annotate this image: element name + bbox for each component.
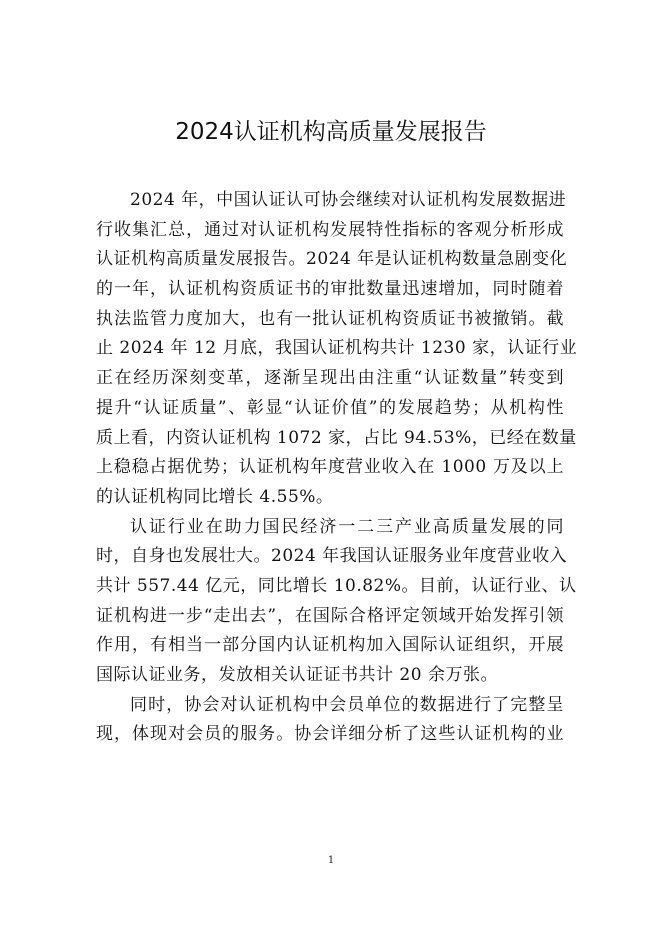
text-line: 的一年，认证机构资质证书的审批数量迅速增加，同时随着 [96,279,564,300]
text-line: 作用，有相当一部分国内认证机构加入国际认证组织，开展 [96,635,564,656]
text-line: 行收集汇总，通过对认证机构发展特性指标的客观分析形成 [96,219,564,240]
text-line: 止 2024 年 12 月底，我国认证机构共计 1230 家，认证行业 [96,338,578,359]
text-line: 同时，协会对认证机构中会员单位的数据进行了完整呈 [130,694,564,715]
document-body [96,186,578,750]
text-line: 提升“认证质量”、彰显“认证价值”的发展趋势；从机构性 [96,397,564,418]
text-line: 国际认证业务，发放相关认证证书共计 20 余万张。 [96,665,498,685]
text-line: 执法监管力度加大，也有一批认证机构资质证书被撤销。截 [96,308,564,329]
document-title: 2024认证机构高质量发展报告 [175,119,487,145]
paragraph-3 [96,691,564,750]
paragraph-2 [96,513,577,691]
text-line: 上稳稳占据优势；认证机构年度营业收入在 1000 万及以上 [96,457,564,478]
text-line: 证机构进一步“走出去”，在国际合格评定领域开始发挥引领 [96,605,564,626]
text-line: 正在经历深刻变革，逐渐呈现出由注重“认证数量”转变到 [96,368,564,389]
page-number: 1 [327,855,335,866]
text-line: 时，自身也发展壮大。2024 年我国认证服务业年度营业收入 [96,546,568,567]
text-line: 现，体现对会员的服务。协会详细分析了这些认证机构的业 [96,724,564,745]
text-line: 质上看，内资认证机构 1072 家，占比 94.53%，已经在数量 [96,427,577,448]
text-line: 2024 年，中国认证认可协会继续对认证机构发展数据进 [130,190,567,210]
paragraph-1 [96,186,578,513]
text-line: 认证机构高质量发展报告。2024 年是认证机构数量急剧变化 [96,249,568,270]
text-line: 的认证机构同比增长 4.55%。 [96,486,334,507]
text-line: 认证行业在助力国民经济一二三产业高质量发展的同 [130,516,564,537]
text-line: 共计 557.44 亿元，同比增长 10.82%。目前，认证行业、认 [96,575,577,596]
